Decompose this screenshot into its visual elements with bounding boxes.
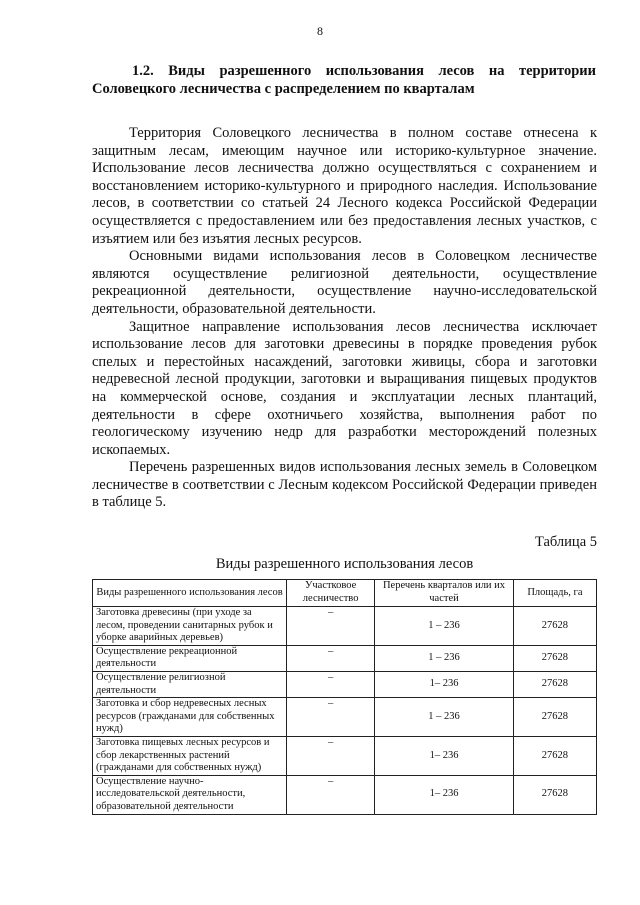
cell-district: –: [287, 775, 375, 814]
body-text: [92, 125, 597, 512]
header-use-type: Виды разрешенного использования лесов: [93, 580, 287, 607]
cell-area: 27628: [513, 775, 596, 814]
cell-area: 27628: [513, 736, 596, 775]
cell-area: 27628: [513, 671, 596, 697]
cell-quarters: 1– 236: [375, 671, 514, 697]
paragraph: Территория Соловецкого лесничества в полном составе отнесена к защитным лесам, имеющим научное или историко-культурное значение. Использование лесов лесничества должно осуществляться с сохранением и восстановлением историко-культурного и природного наследия. Использование лесов, в соответствии со статьей 24 Лесного кодекса Российской Федерации осуществляется с предоставлением или без предоставления лесных участков, с изъятием или без изъятия лесных ресурсов.: [92, 125, 597, 247]
cell-area: 27628: [513, 607, 596, 646]
table-row: [93, 671, 597, 697]
cell-quarters: 1 – 236: [375, 698, 514, 737]
cell-use-type: Заготовка и сбор недревесных лесных ресурсов (гражданами для собственных нужд): [93, 698, 287, 737]
forest-use-table: [92, 579, 597, 815]
cell-district: –: [287, 698, 375, 737]
paragraph: Перечень разрешенных видов использования лесных земель в Соловецком лесничестве в соответствии с Лесным кодексом Российской Федерации приведен в таблице 5.: [92, 459, 597, 511]
header-quarters: Перечень кварталов или их частей: [375, 580, 514, 607]
header-area: Площадь, га: [513, 580, 596, 607]
cell-quarters: 1– 236: [375, 775, 514, 814]
cell-use-type: Заготовка древесины (при уходе за лесом, проведении санитарных рубок и уборке аварийных деревьев): [93, 607, 287, 646]
table-title: Виды разрешенного использования лесов: [215, 556, 474, 572]
cell-area: 27628: [513, 698, 596, 737]
table-row: [93, 698, 597, 737]
cell-district: –: [287, 645, 375, 671]
table-row: [93, 775, 597, 814]
cell-district: –: [287, 671, 375, 697]
cell-use-type: Осуществление религиозной деятельности: [93, 671, 287, 697]
cell-area: 27628: [513, 645, 596, 671]
cell-quarters: 1 – 236: [375, 607, 514, 646]
section-heading: 1.2. Виды разрешенного использования лесов на территории Соловецкого лесничества с распределением по кварталам: [92, 63, 596, 97]
page-number: 8: [317, 24, 323, 38]
cell-use-type: Осуществление научно-исследовательской деятельности, образовательной деятельности: [93, 775, 287, 814]
cell-district: –: [287, 736, 375, 775]
table-header-row: [93, 580, 597, 607]
header-district: Участковое лесничество: [287, 580, 375, 607]
cell-district: –: [287, 607, 375, 646]
cell-use-type: Заготовка пищевых лесных ресурсов и сбор лекарственных растений (гражданами для собственных нужд): [93, 736, 287, 775]
paragraph: Защитное направление использования лесов лесничества исключает использование лесов для заготовки древесины в порядке проведения рубок спелых и перестойных насаждений, заготовки живицы, сбора и заготовки недревесной лесной продукции, заготовки и выращивания пищевых продуктов на коммерческой основе, создания и эксплуатации лесных плантаций, деятельности в сфере охотничьего хозяйства, выполнения работ по геологическому изучению недр для разработки месторождений полезных ископаемых.: [92, 318, 597, 458]
table-row: [93, 645, 597, 671]
cell-quarters: 1– 236: [375, 736, 514, 775]
cell-use-type: Осуществление рекреационной деятельности: [93, 645, 287, 671]
paragraph: Основными видами использования лесов в Соловецком лесничестве являются осуществление религиозной деятельности, осуществление рекреационной деятельности, осуществление научно-исследовательской деятельности, образовательной деятельности.: [92, 248, 597, 317]
cell-quarters: 1 – 236: [375, 645, 514, 671]
table-row: [93, 607, 597, 646]
table-row: [93, 736, 597, 775]
table-label: Таблица 5: [534, 534, 597, 550]
